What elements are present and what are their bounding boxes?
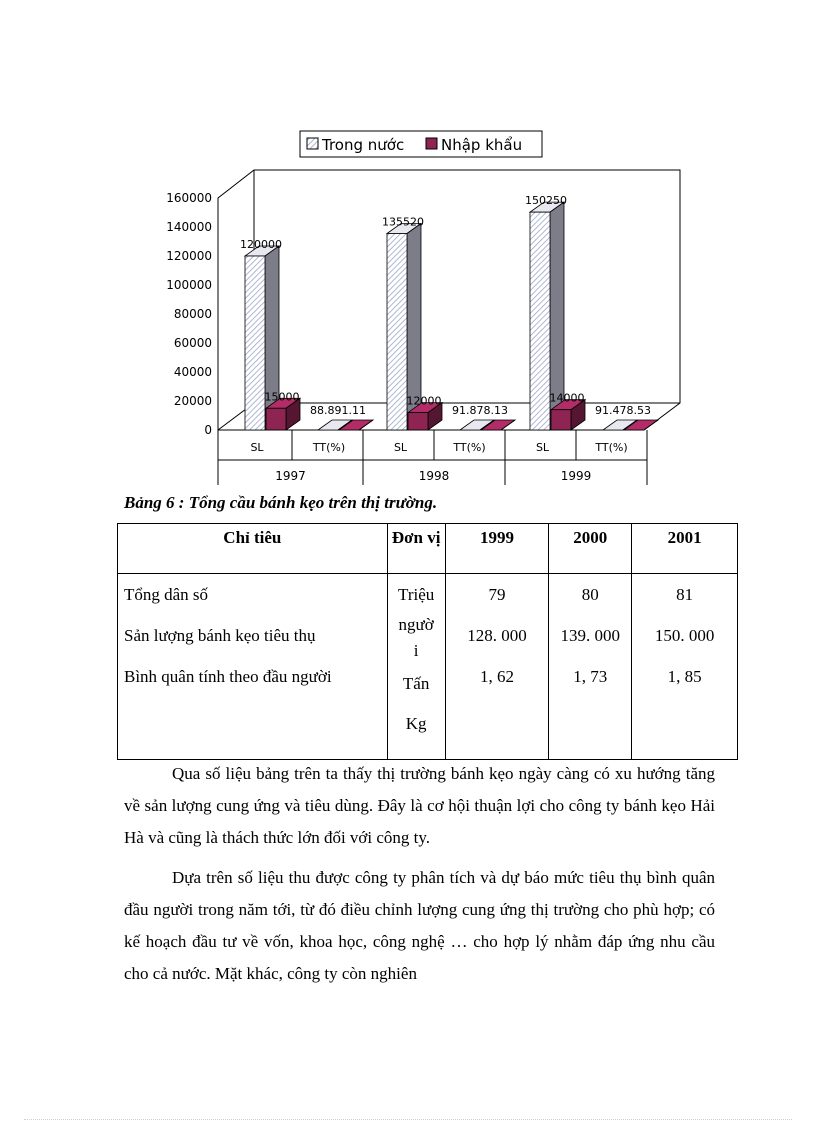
data-label: 14000 — [549, 391, 585, 405]
data-label: 135520 — [382, 215, 424, 229]
data-label: 88.891.11 — [310, 404, 366, 417]
table-header-row — [118, 524, 738, 574]
year-2001-cell — [632, 574, 738, 760]
table-cell: 80 — [581, 585, 599, 604]
table-cell: 81 — [676, 585, 694, 604]
bar-domestic-sl — [530, 212, 550, 430]
data-label: 15000 — [264, 390, 300, 404]
category-labels — [250, 441, 627, 483]
unit-cell — [387, 574, 445, 760]
year-label: 1998 — [418, 469, 450, 483]
data-label: 91.478.53 — [595, 404, 651, 417]
table-cell: 128. 000 — [467, 626, 527, 645]
bar-import-sl — [408, 413, 428, 430]
year-label: 1997 — [275, 469, 306, 483]
table-cell: Tấn — [402, 674, 430, 693]
y-tick-label: 0 — [204, 423, 212, 437]
table-cell: ngườ — [398, 615, 434, 634]
table-cell: 1, 73 — [573, 667, 608, 686]
table-cell: Triệu — [398, 585, 435, 604]
demand-table — [117, 523, 738, 760]
table-header: 2000 — [549, 524, 632, 574]
category-label: SL — [535, 441, 550, 454]
legend-label-import: Nhập khẩu — [441, 136, 523, 154]
table-cell: Sản lượng bánh kẹo tiêu thụ — [124, 626, 316, 645]
y-tick-label: 80000 — [173, 307, 212, 321]
bar-chart — [0, 0, 816, 490]
category-label: SL — [250, 441, 264, 454]
paragraph: Dựa trên số liệu thu được công ty phân tích và dự báo mức tiêu thụ bình quân đầu người trong năm tới, từ đó điều chỉnh lượng cung ứng thị trường cho phù hợp; có kế hoạch đầu tư về vốn, khoa học, công nghệ … cho hợp lý nhằm đáp ứng nhu cầu cho cả nước. Mặt khác, công ty còn nghiên — [124, 868, 715, 983]
category-label: SL — [393, 441, 408, 454]
y-tick-label: 20000 — [173, 394, 212, 408]
table-cell: 1, 62 — [479, 667, 514, 686]
table-cell: 150. 000 — [654, 626, 715, 645]
table-cell: 1, 85 — [667, 667, 702, 686]
category-label: TT(%) — [595, 441, 628, 454]
data-label: 120000 — [240, 238, 282, 251]
data-label: 12000 — [406, 394, 442, 408]
year-1999-cell — [445, 574, 549, 760]
table-header: Chỉ tiêu — [118, 524, 388, 574]
bar-domestic-sl — [387, 233, 407, 430]
data-label: 91.878.13 — [452, 404, 508, 417]
y-tick-label: 60000 — [173, 336, 212, 350]
bar-domestic-sl — [245, 256, 265, 430]
page-divider — [24, 1119, 792, 1120]
table-cell: Kg — [405, 714, 427, 733]
paragraph: Qua số liệu bảng trên ta thấy thị trường bánh kẹo ngày càng có xu hướng tăng về sản lượng cung ứng và tiêu dùng. Đây là cơ hội thuận lợi cho công ty bánh kẹo Hải Hà và cũng là thách thức lớn đối với công ty. — [124, 764, 715, 847]
indicator-cell — [118, 574, 388, 760]
legend-swatch-domestic — [307, 138, 318, 149]
category-label: TT(%) — [312, 441, 346, 454]
legend-label-domestic: Trong nước — [322, 136, 405, 154]
y-axis-ticks — [166, 191, 212, 437]
legend-swatch-import — [426, 138, 437, 149]
table-cell: i — [413, 641, 419, 660]
table-cell: 79 — [488, 585, 506, 604]
year-2000-cell — [549, 574, 632, 760]
bar-import-sl — [551, 410, 571, 430]
table-header: Đơn vị — [387, 524, 445, 574]
y-tick-label: 100000 — [166, 278, 212, 292]
y-tick-label: 40000 — [173, 365, 212, 379]
table-header: 1999 — [445, 524, 549, 574]
table-row — [118, 574, 738, 760]
table-cell: 139. 000 — [560, 626, 621, 645]
table-header: 2001 — [632, 524, 738, 574]
table-cell: Bình quân tính theo đầu người — [124, 667, 332, 686]
y-tick-label: 160000 — [166, 191, 212, 205]
bar-series — [240, 194, 658, 430]
table-caption: Bảng 6 : Tổng cầu bánh kẹo trên thị trường. — [124, 493, 438, 512]
category-label: TT(%) — [453, 441, 486, 454]
year-label: 1999 — [560, 469, 592, 483]
table-cell: Tổng dân số — [124, 585, 209, 604]
bar-import-sl — [266, 408, 286, 430]
data-label: 150250 — [525, 194, 567, 208]
y-tick-label: 120000 — [166, 249, 212, 263]
y-tick-label: 140000 — [166, 220, 212, 234]
chart-legend — [300, 131, 542, 157]
